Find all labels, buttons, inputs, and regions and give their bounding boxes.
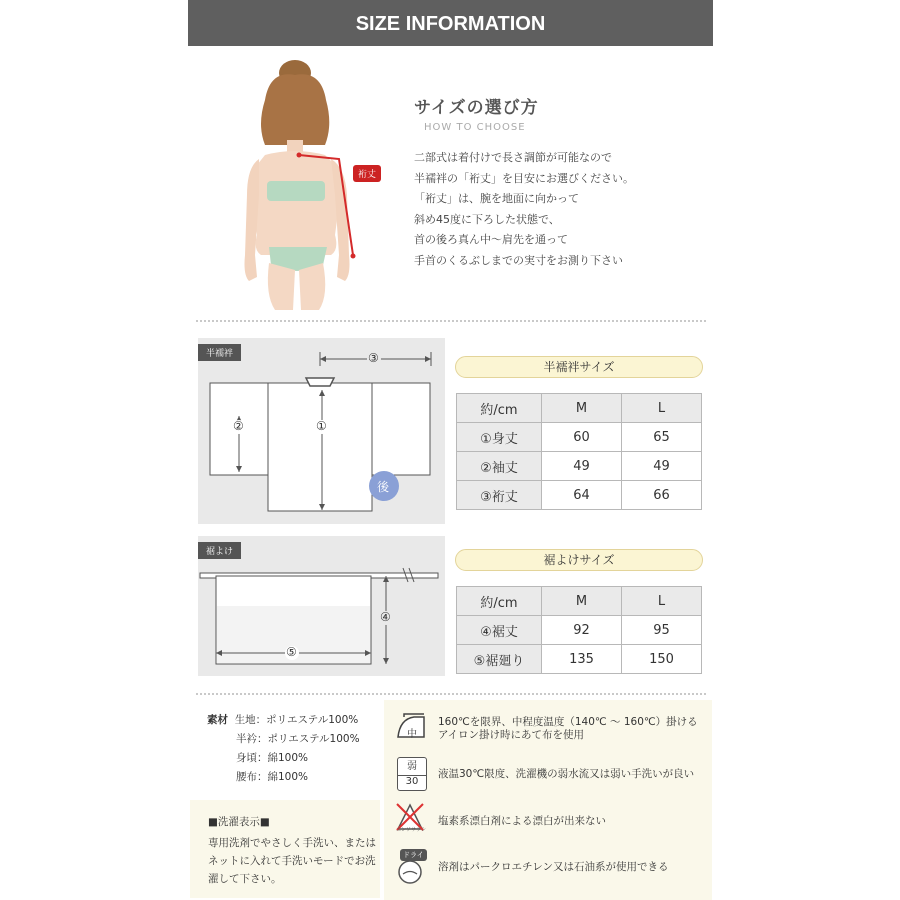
dim-mark-3: ③ (368, 351, 379, 365)
table-cell: ③裄丈 (457, 481, 542, 510)
table-cell: L (622, 587, 702, 616)
dim-mark-1: ① (316, 419, 327, 433)
wash-title: ■洗濯表示■ (208, 816, 270, 828)
howto-subtitle: HOW TO CHOOSE (424, 122, 526, 133)
juban-size-table (456, 393, 702, 510)
page-header: SIZE INFORMATION (188, 0, 713, 46)
juban-size-title: 半襦袢サイズ (455, 356, 703, 378)
no-bleach-glyph: エンソサラシ (396, 827, 427, 833)
table-cell: 150 (622, 645, 702, 674)
dim-mark-2: ② (233, 419, 244, 433)
table-row (457, 423, 702, 452)
table-cell: ①身丈 (457, 423, 542, 452)
howto-line: 二部式は着付けで長さ調節が可能なので (414, 151, 612, 164)
material-heading: 素材 (207, 714, 228, 726)
care-text-wash: 液温30℃限度、洗濯機の弱水流又は弱い手洗いが良い (438, 768, 695, 780)
howto-description (414, 148, 674, 271)
table-row (457, 616, 702, 645)
howto-line: 半襦袢の「裄丈」を目安にお選びください。 (414, 171, 634, 185)
table-row (457, 394, 702, 423)
table-cell: 65 (622, 423, 702, 452)
juban-label: 半襦袢 (198, 344, 241, 361)
table-cell: L (622, 394, 702, 423)
table-cell: M (542, 587, 622, 616)
table-cell: 95 (622, 616, 702, 645)
table-row (457, 452, 702, 481)
material-item: 腰布：綿100% (236, 771, 309, 783)
care-line: アイロン掛け時にあて布を使用 (438, 729, 585, 741)
material-row (207, 749, 387, 768)
table-cell: M (542, 394, 622, 423)
table-cell: ④裾丈 (457, 616, 542, 645)
wash-line: ネットに入れて手洗いモードでお洗 (208, 855, 376, 867)
table-row (457, 587, 702, 616)
material-row (207, 730, 387, 749)
material-item: 生地：ポリエステル100% (234, 714, 359, 726)
material-item: 身頃：綿100% (236, 752, 309, 764)
wash-tub-temp: 30 (398, 775, 426, 788)
divider (196, 693, 706, 695)
care-text-iron (438, 716, 708, 742)
back-badge: 後 (377, 480, 390, 494)
woman-figure-illustration (235, 55, 385, 310)
table-cell: 60 (542, 423, 622, 452)
care-text-bleach: 塩素系漂白剤による漂白が出来ない (438, 815, 606, 827)
table-cell: 49 (542, 452, 622, 481)
table-row (457, 645, 702, 674)
wash-line: 濯して下さい。 (208, 873, 282, 885)
yukitake-tag: 裄丈 (353, 165, 381, 182)
susoyoke-size-table (456, 586, 702, 674)
iron-icon-glyph: 中 (407, 729, 417, 740)
dim-mark-5: ⑤ (286, 645, 297, 659)
wash-text (208, 834, 378, 888)
material-section (207, 711, 387, 787)
table-cell: 約/cm (457, 587, 542, 616)
divider (196, 320, 706, 322)
table-cell: 64 (542, 481, 622, 510)
wash-tub-glyph: 弱 (407, 761, 417, 772)
table-cell: 92 (542, 616, 622, 645)
dim-mark-4: ④ (380, 610, 391, 624)
material-row (207, 768, 387, 787)
material-item: 半衿：ポリエステル100% (236, 733, 360, 745)
susoyoke-size-title: 裾よけサイズ (455, 549, 703, 571)
table-cell: 49 (622, 452, 702, 481)
care-line: 160℃を限界、中程度温度（140℃ ～ 160℃）掛ける (438, 716, 698, 728)
wash-tub-icon (397, 757, 427, 791)
howto-line: 首の後ろ真ん中～肩先を通って (414, 233, 568, 246)
howto-line: 「裄丈」は、腕を地面に向かって (414, 192, 579, 205)
table-cell: ⑤裾廻り (457, 645, 542, 674)
material-row (207, 711, 387, 730)
table-cell: 135 (542, 645, 622, 674)
howto-line: 斜め45度に下ろした状態で、 (414, 212, 560, 226)
table-cell: 約/cm (457, 394, 542, 423)
table-cell: ②袖丈 (457, 452, 542, 481)
table-cell: 66 (622, 481, 702, 510)
susoyoke-diagram (198, 536, 445, 676)
howto-line: 手首のくるぶしまでの実寸をお測り下さい (414, 253, 623, 267)
care-text-dry: 溶剤はパークロエチレン又は石油系が使用できる (438, 861, 669, 873)
dry-clean-glyph: ドライ (400, 849, 427, 861)
table-row (457, 481, 702, 510)
susoyoke-label: 裾よけ (198, 542, 241, 559)
wash-line: 専用洗剤でやさしく手洗い、または (208, 837, 376, 849)
howto-title: サイズの選び方 (414, 98, 539, 118)
